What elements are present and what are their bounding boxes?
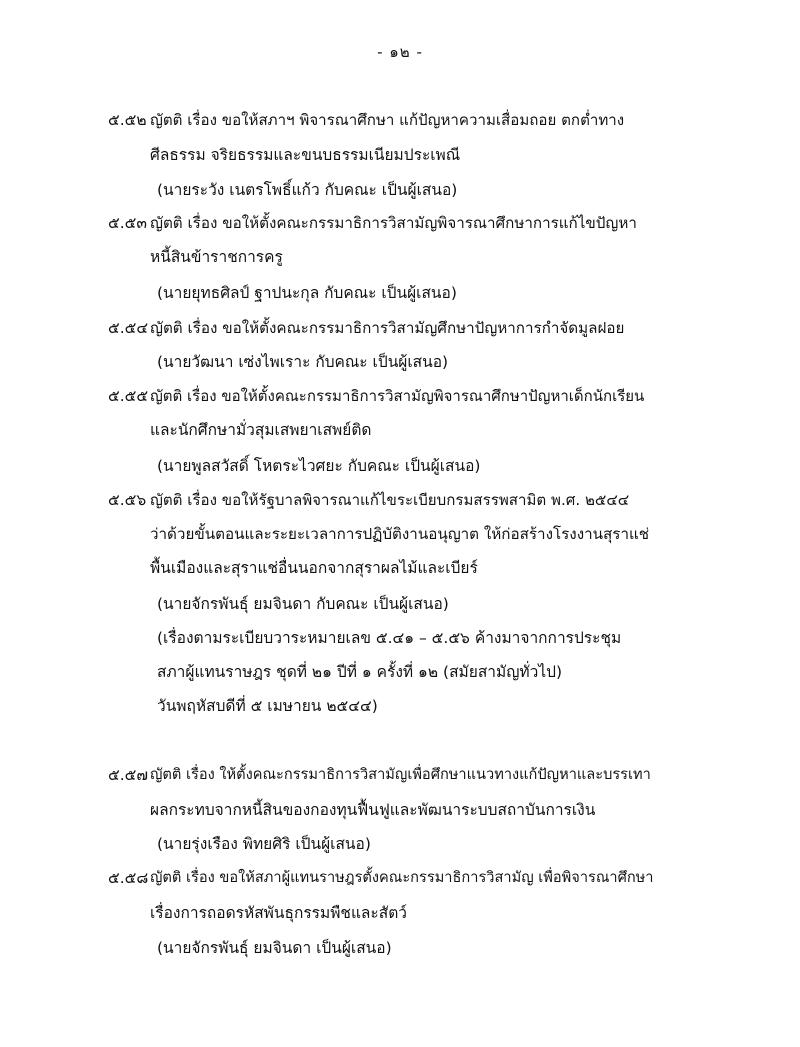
- item-title-line: และนักศึกษามั่วสุมเสพยาเสพย์ติด: [150, 421, 372, 439]
- item-title-line: ญัตติ เรื่อง ขอให้ตั้งคณะกรรมาธิการวิสามัญศึกษาปัญหาการกำจัดมูลฝอย: [150, 319, 625, 337]
- page-number: - ๑๒ -: [377, 43, 423, 61]
- item-title-line: ผลกระทบจากหนี้สินของกองทุนฟื้นฟูและพัฒนาระบบสถาบันการเงิน: [150, 801, 596, 819]
- item-title-line: ญัตติ เรื่อง ขอให้รัฐบาลพิจารณาแก้ไขระเบียบกรมสรรพสามิต พ.ศ. ๒๕๔๔: [150, 491, 630, 509]
- item-number: ๕.๕๘: [108, 869, 149, 887]
- item-title-line: ญัตติ เรื่อง ให้ตั้งคณะกรรมาธิการวิสามัญเพื่อศึกษาแนวทางแก้ปัญหาและบรรเทา: [150, 766, 651, 783]
- item-presenter: (นายจักรพันธุ์ ยมจินดา กับคณะ เป็นผู้เสนอ): [157, 595, 449, 613]
- item-title-line: เรื่องการถอดรหัสพันธุกรรมพืชและสัตว์: [150, 904, 407, 922]
- item-number: ๕.๕๖: [108, 491, 147, 509]
- item-number: ๕.๕๒: [108, 111, 147, 129]
- note-line: สภาผู้แทนราษฎร ชุดที่ ๒๑ ปีที่ ๑ ครั้งที่ ๑๒ (สมัยสามัญทั่วไป): [157, 663, 563, 681]
- item-presenter: (นายจักรพันธุ์ ยมจินดา เป็นผู้เสนอ): [157, 939, 392, 957]
- item-title-line: ว่าด้วยขั้นตอนและระยะเวลาการปฏิบัติงานอนุญาต ให้ก่อสร้างโรงงานสุราแช่: [150, 525, 650, 543]
- note-line: (เรื่องตามระเบียบวาระหมายเลข ๕.๔๑ – ๕.๕๖ ค้างมาจากการประชุม: [157, 629, 622, 647]
- item-number: ๕.๕๓: [108, 214, 147, 232]
- item-title-line: ญัตติ เรื่อง ขอให้ตั้งคณะกรรมาธิการวิสามัญพิจารณาศึกษาปัญหาเด็กนักเรียน: [150, 387, 645, 405]
- item-presenter: (นายยุทธศิลป์ ฐาปนะกุล กับคณะ เป็นผู้เสนอ): [157, 284, 457, 302]
- item-presenter: (นายวัฒนา เซ่งไพเราะ กับคณะ เป็นผู้เสนอ): [157, 353, 449, 371]
- item-presenter: (นายรุ่งเรือง พิทยศิริ เป็นผู้เสนอ): [157, 835, 371, 853]
- item-title-line: ญัตติ เรื่อง ขอให้สภาผู้แทนราษฎรตั้งคณะกรรมาธิการวิสามัญ เพื่อพิจารณาศึกษา: [150, 869, 654, 886]
- note-line: วันพฤหัสบดีที่ ๕ เมษายน ๒๕๔๔): [157, 697, 378, 715]
- item-presenter: (นายพูลสวัสดิ์ โหตระไวศยะ กับคณะ เป็นผู้เสนอ): [157, 457, 481, 475]
- item-presenter: (นายระวัง เนตรโพธิ์แก้ว กับคณะ เป็นผู้เสนอ): [157, 181, 458, 199]
- item-number: ๕.๕๗: [108, 766, 149, 784]
- item-number: ๕.๕๕: [108, 387, 149, 405]
- item-number: ๕.๕๔: [108, 319, 149, 337]
- item-title-line: หนี้สินข้าราชการครู: [150, 248, 283, 266]
- item-title-line: ญัตติ เรื่อง ขอให้สภาฯ พิจารณาศึกษา แก้ปัญหาความเสื่อมถอย ตกต่ำทาง: [150, 111, 625, 129]
- item-title-line: ศีลธรรม จริยธรรมและขนบธรรมเนียมประเพณี: [150, 146, 461, 164]
- item-title-line: พื้นเมืองและสุราแช่อื่นนอกจากสุราผลไม้และเบียร์: [150, 559, 478, 577]
- item-title-line: ญัตติ เรื่อง ขอให้ตั้งคณะกรรมาธิการวิสามัญพิจารณาศึกษาการแก้ไขปัญหา: [150, 214, 637, 232]
